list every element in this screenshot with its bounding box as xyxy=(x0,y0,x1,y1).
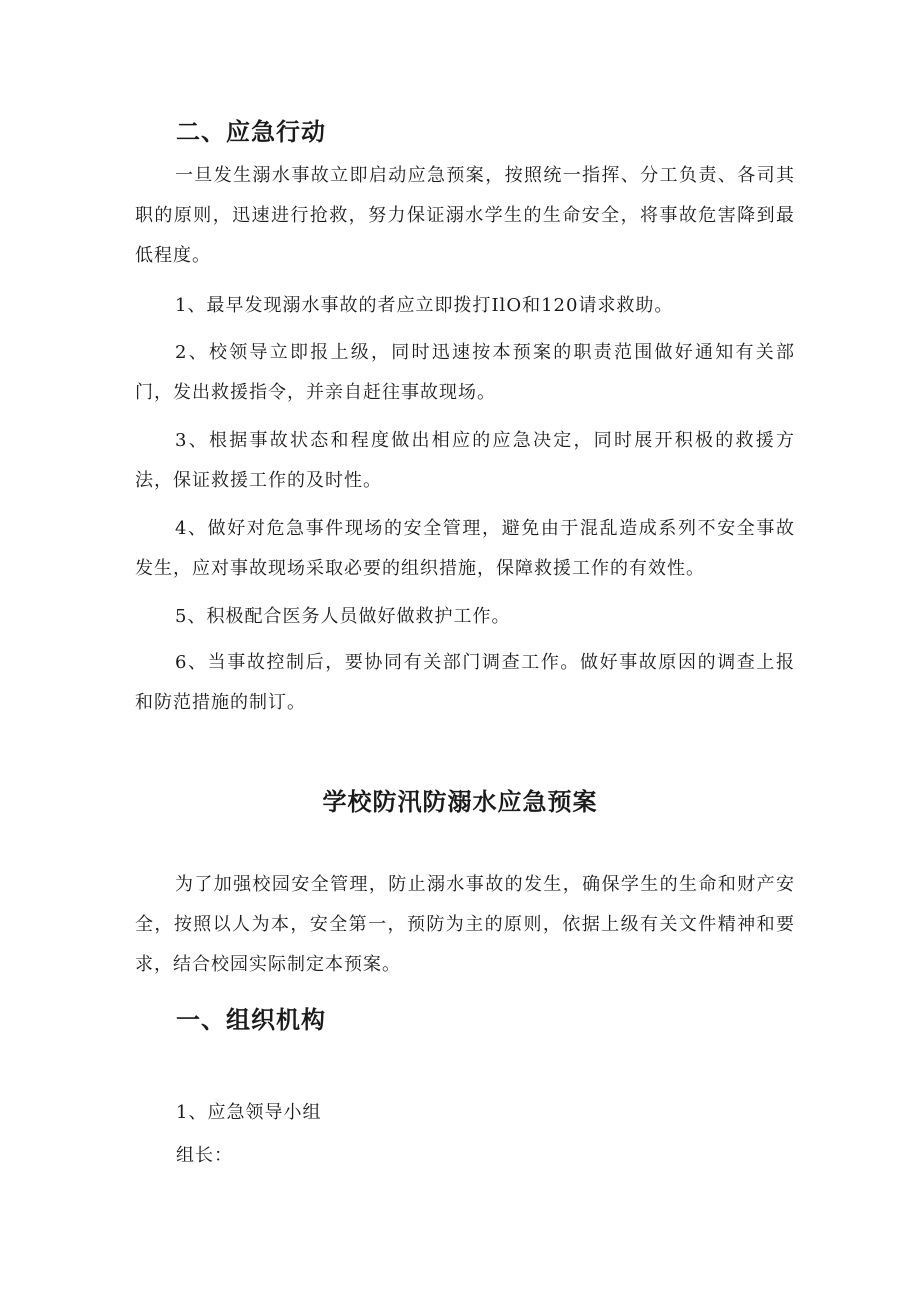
sub-item-leadership-group: 1、应急领导小组 xyxy=(176,1102,322,1123)
list-item-3: 3、根据事故状态和程度做出相应的应急决定，同时展开积极的救援方法，保证救援工作的及时性。 xyxy=(135,430,795,491)
section-heading-emergency-action: 二、应急行动 xyxy=(176,118,326,146)
paragraph-intro: 一旦发生溺水事故立即启动应急预案，按照统一指挥、分工负责、各司其职的原则，迅速进行抢救，努力保证溺水学生的生命安全，将事故危害降到最低程度。 xyxy=(135,165,795,266)
section-heading-organization: 一、组织机构 xyxy=(176,1006,326,1034)
paragraph-document-intro: 为了加强校园安全管理，防止溺水事故的发生，确保学生的生命和财产安全，按照以人为本，安全第一，预防为主的原则，依据上级有关文件精神和要求，结合校园实际制定本预案。 xyxy=(135,874,795,975)
list-item-5: 5、积极配合医务人员做好做救护工作。 xyxy=(175,606,511,627)
list-item-6: 6、当事故控制后，要协同有关部门调查工作。做好事故原因的调查上报和防范措施的制订。 xyxy=(135,652,795,713)
document-title: 学校防汛防溺水应急预案 xyxy=(322,788,598,816)
list-item-2: 2、校领导立即报上级，同时迅速按本预案的职责范围做好通知有关部门，发出救援指令，并亲自赶往事故现场。 xyxy=(135,342,795,403)
list-item-4: 4、做好对危急事件现场的安全管理，避免由于混乱造成系列不安全事故发生，应对事故现场采取必要的组织措施，保障救援工作的有效性。 xyxy=(135,518,795,579)
list-item-1: 1、最早发现溺水事故的者应立即拨打IlO和120请求救助。 xyxy=(175,295,674,316)
leader-label: 组长： xyxy=(176,1145,233,1166)
